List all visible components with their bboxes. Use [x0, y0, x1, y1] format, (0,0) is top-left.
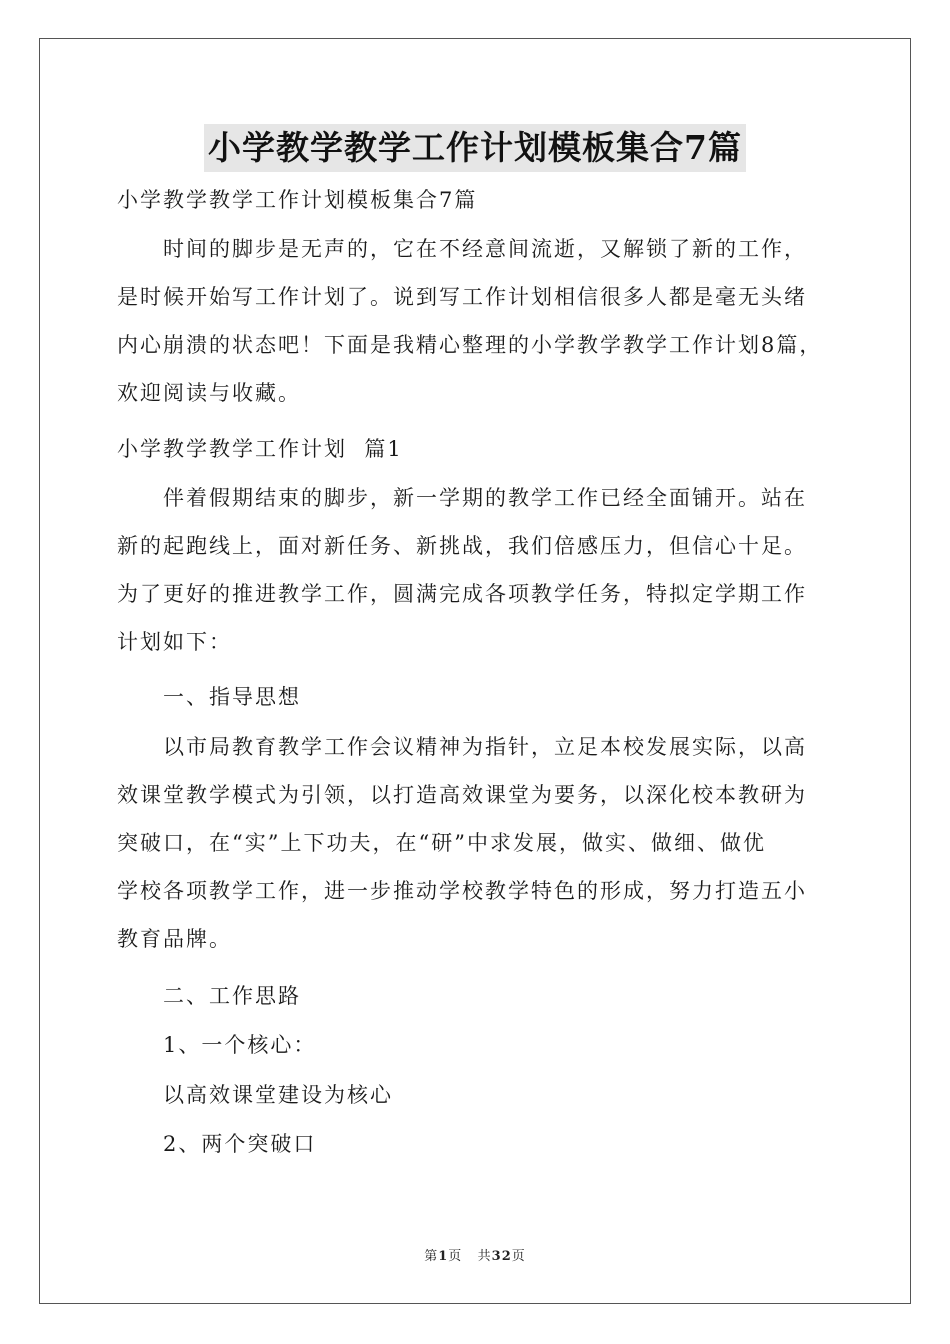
heading-thinking [117, 972, 857, 1020]
footer-suffix: 页 [511, 1249, 526, 1264]
item-1-detail [117, 1071, 857, 1119]
paragraph-line: 计划如下： [117, 630, 232, 654]
item-2 [117, 1120, 857, 1168]
heading-guiding [117, 673, 857, 721]
paragraph-1 [117, 474, 857, 666]
section-heading-text: 小学教学教学工作计划 篇1 [117, 437, 403, 461]
subtitle [117, 176, 857, 224]
paragraph-line: 学校各项教学工作，进一步推动学校教学特色的形成，努力打造五小 [117, 879, 807, 903]
section-heading [117, 425, 857, 473]
paragraph-line: 时间的脚步是无声的，它在不经意间流逝，又解锁了新的工作， [163, 237, 807, 261]
document-title: 小学教学教学工作计划模板集合7篇 [204, 124, 746, 172]
item-2-text: 2、两个突破口 [163, 1132, 317, 1156]
paragraph-line: 新的起跑线上，面对新任务、新挑战，我们倍感压力，但信心十足。 [117, 534, 807, 558]
paragraph-line: 效课堂教学模式为引领，以打造高效课堂为要务，以深化校本教研为 [117, 783, 807, 807]
paragraph-line: 欢迎阅读与收藏。 [117, 381, 301, 405]
footer-prefix: 第 [424, 1249, 439, 1264]
item-1-text: 1、一个核心： [163, 1033, 317, 1057]
item-1 [117, 1021, 857, 1069]
current-page-number: 1 [438, 1249, 449, 1264]
subtitle-text: 小学教学教学工作计划模板集合7篇 [117, 188, 478, 212]
heading-thinking-text: 二、工作思路 [163, 984, 301, 1008]
paragraph-line: 为了更好的推进教学工作，圆满完成各项教学任务，特拟定学期工作 [117, 582, 807, 606]
paragraph-line: 内心崩溃的状态吧！下面是我精心整理的小学教学教学工作计划8篇， [117, 333, 823, 357]
heading-guiding-text: 一、指导思想 [163, 685, 301, 709]
total-pages-number: 32 [491, 1249, 512, 1264]
footer-mid: 页 共 [448, 1249, 492, 1264]
paragraph-line: 以市局教育教学工作会议精神为指针，立足本校发展实际，以高 [163, 735, 807, 759]
item-1-detail-text: 以高效课堂建设为核心 [163, 1083, 393, 1107]
paragraph-line: 伴着假期结束的脚步，新一学期的教学工作已经全面铺开。站在 [163, 486, 807, 510]
paragraph-2 [117, 723, 857, 963]
paragraph-line: 是时候开始写工作计划了。说到写工作计划相信很多人都是毫无头绪 [117, 285, 807, 309]
intro-paragraph [117, 225, 857, 417]
title-container [0, 124, 950, 172]
paragraph-line: 教育品牌。 [117, 927, 232, 951]
paragraph-line: 突破口，在“实”上下功夫，在“研”中求发展，做实、做细、做优 [117, 831, 766, 855]
page-footer [0, 1245, 950, 1264]
